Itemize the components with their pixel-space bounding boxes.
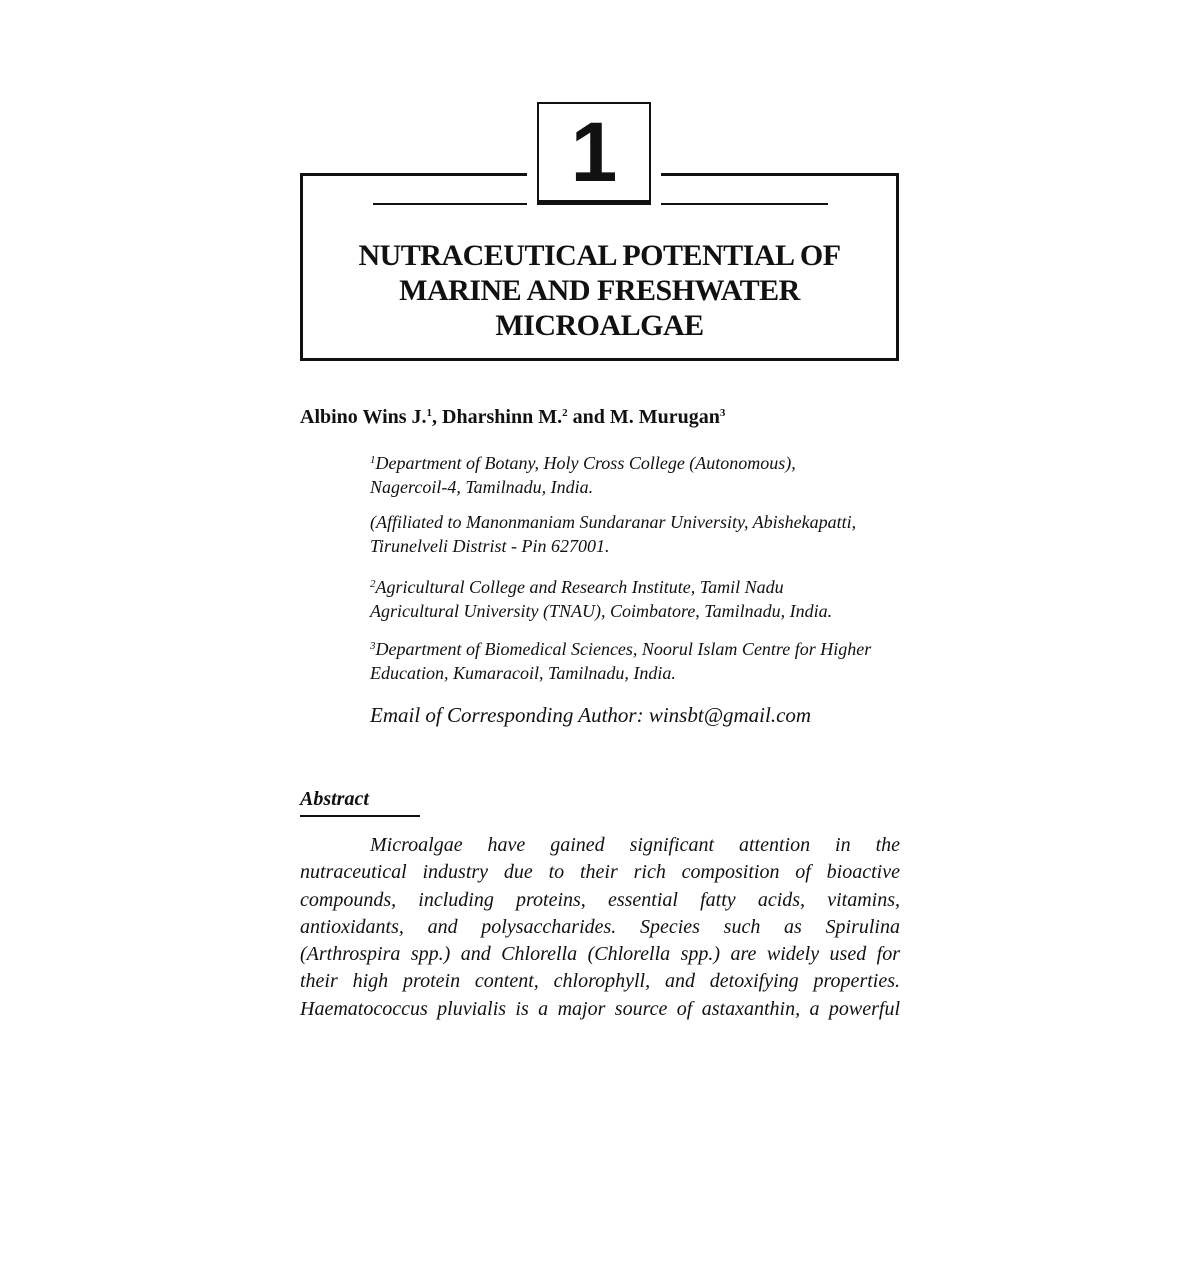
title-rule-left	[373, 203, 527, 205]
title-line: NUTRACEUTICAL POTENTIAL OF	[358, 239, 841, 272]
abstract-line: Haematococcus pluvialis is a major source of astaxanthin, a powerful	[300, 997, 900, 1020]
title-line: MARINE AND FRESHWATER	[399, 274, 800, 307]
chapter-title	[303, 238, 896, 343]
author-affil-mark: 1	[426, 407, 433, 419]
abstract-line: (Arthrospira spp.) and Chlorella (Chlorella spp.) are widely used for	[300, 943, 900, 966]
author-affil-mark: 3	[719, 407, 726, 419]
affiliation-line: $^1$Department of Botany, Holy Cross College (Autonomous),	[370, 453, 796, 473]
corresponding-email: Email of Corresponding Author: winsbt@gmail.com	[370, 703, 812, 727]
abstract-line: compounds, including proteins, essential fatty acids, vitamins,	[300, 888, 900, 911]
affiliation-note	[370, 510, 900, 558]
author-name: Albino Wins J.	[300, 406, 427, 428]
abstract-line: Microalgae have gained significant attention in the	[370, 834, 900, 856]
chapter-number: 1	[537, 102, 651, 205]
author-name: Dharshinn M.	[442, 406, 563, 428]
affiliation-line: $^2$Agricultural College and Research Institute, Tamil Nadu	[370, 577, 784, 597]
author-name: M. Murugan	[609, 406, 720, 428]
abstract-line: nutraceutical industry due to their rich composition of bioactive	[300, 861, 900, 884]
abstract-underline	[300, 815, 420, 817]
title-rule-right	[661, 203, 828, 205]
affiliation-line: $^3$Department of Biomedical Sciences, Noorul Islam Centre for Higher	[370, 639, 872, 659]
abstract-heading: Abstract	[300, 788, 369, 810]
author-line	[300, 406, 725, 429]
affiliation-1	[370, 448, 900, 499]
affiliation-mark: 2	[370, 578, 376, 590]
affiliation-mark: 1	[370, 454, 376, 466]
affiliation-mark: 3	[370, 640, 376, 652]
affiliation-line: Education, Kumaracoil, Tamilnadu, India.	[370, 663, 676, 683]
affiliation-line: (Affiliated to Manonmaniam Sundaranar University, Abishekapatti,	[370, 512, 857, 532]
affiliation-line: Agricultural University (TNAU), Coimbatore, Tamilnadu, India.	[370, 601, 833, 621]
author-affil-mark: 2	[562, 407, 568, 419]
affiliation-2	[370, 572, 900, 623]
abstract-body	[300, 832, 900, 1023]
affiliation-line: Nagercoil-4, Tamilnadu, India.	[370, 477, 594, 497]
abstract-line: antioxidants, and polysaccharides. Species such as Spirulina	[300, 915, 900, 938]
author-separator: and	[567, 406, 610, 428]
affiliation-line: Tirunelveli Distrist - Pin 627001.	[370, 536, 610, 556]
title-line: MICROALGAE	[495, 309, 704, 342]
affiliation-3	[370, 634, 900, 685]
author-separator: ,	[432, 406, 443, 428]
abstract-line: their high protein content, chlorophyll, and detoxifying properties.	[300, 970, 900, 993]
